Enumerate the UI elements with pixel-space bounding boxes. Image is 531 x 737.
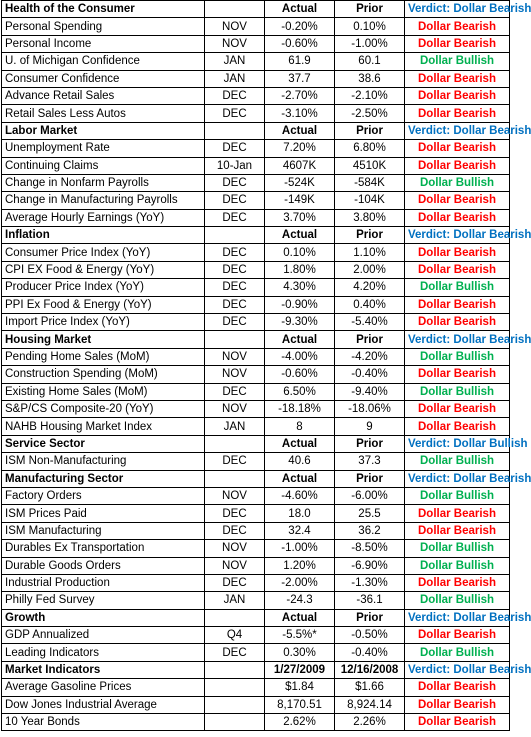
section-header-row	[2, 435, 510, 452]
indicator-period: DEC	[205, 261, 265, 278]
indicator-prior: -6.90%	[335, 557, 405, 574]
indicator-verdict: Dollar Bearish	[405, 696, 510, 713]
indicator-verdict: Dollar Bearish	[405, 418, 510, 435]
prior-column-header: Prior	[335, 470, 405, 487]
indicator-prior: -0.40%	[335, 366, 405, 383]
indicator-prior: 37.3	[335, 453, 405, 470]
actual-column-header: Actual	[265, 1, 335, 18]
indicator-period: NOV	[205, 400, 265, 417]
indicator-row	[2, 522, 510, 539]
indicator-name: Personal Spending	[2, 18, 205, 35]
actual-column-header: Actual	[265, 331, 335, 348]
actual-column-header: Actual	[265, 435, 335, 452]
indicator-name: NAHB Housing Market Index	[2, 418, 205, 435]
indicator-period: NOV	[205, 348, 265, 365]
actual-column-header: Actual	[265, 470, 335, 487]
indicator-period: JAN	[205, 70, 265, 87]
indicator-actual: 1.80%	[265, 261, 335, 278]
indicator-row	[2, 714, 510, 731]
section-header-row	[2, 609, 510, 626]
indicator-prior: -2.10%	[335, 87, 405, 104]
indicator-name: Change in Manufacturing Payrolls	[2, 192, 205, 209]
period-header	[205, 331, 265, 348]
indicator-row	[2, 557, 510, 574]
indicator-name: GDP Annualized	[2, 627, 205, 644]
indicator-prior: -5.40%	[335, 314, 405, 331]
indicator-row	[2, 592, 510, 609]
indicator-name: ISM Non-Manufacturing	[2, 453, 205, 470]
indicator-period: DEC	[205, 87, 265, 104]
indicator-row	[2, 140, 510, 157]
indicator-prior: 60.1	[335, 53, 405, 70]
indicator-row	[2, 314, 510, 331]
indicator-actual: -2.70%	[265, 87, 335, 104]
section-header-row	[2, 122, 510, 139]
indicator-actual: 61.9	[265, 53, 335, 70]
indicator-period: DEC	[205, 296, 265, 313]
indicator-verdict: Dollar Bullish	[405, 487, 510, 504]
indicator-prior: 8,924.14	[335, 696, 405, 713]
indicator-row	[2, 244, 510, 261]
indicator-actual: 6.50%	[265, 383, 335, 400]
indicator-row	[2, 261, 510, 278]
section-title: Market Indicators	[2, 661, 205, 678]
indicator-prior: -36.1	[335, 592, 405, 609]
indicator-period: JAN	[205, 53, 265, 70]
indicator-prior: 4510K	[335, 157, 405, 174]
section-header-row	[2, 470, 510, 487]
section-title: Inflation	[2, 227, 205, 244]
indicator-prior: -1.30%	[335, 574, 405, 591]
indicator-actual: -4.00%	[265, 348, 335, 365]
indicator-prior: -0.50%	[335, 627, 405, 644]
indicator-row	[2, 70, 510, 87]
indicator-period: DEC	[205, 244, 265, 261]
indicator-actual: -4.60%	[265, 487, 335, 504]
indicator-row	[2, 644, 510, 661]
indicator-prior: 1.10%	[335, 244, 405, 261]
indicator-verdict: Dollar Bearish	[405, 35, 510, 52]
indicator-period	[205, 696, 265, 713]
indicator-row	[2, 505, 510, 522]
indicator-verdict: Dollar Bullish	[405, 557, 510, 574]
indicator-actual: -149K	[265, 192, 335, 209]
prior-column-header: Prior	[335, 609, 405, 626]
economic-indicators-sheet	[1, 0, 531, 731]
indicator-prior: -1.00%	[335, 35, 405, 52]
period-header	[205, 227, 265, 244]
indicator-period: NOV	[205, 366, 265, 383]
indicator-name: Consumer Confidence	[2, 70, 205, 87]
prior-column-header: Prior	[335, 435, 405, 452]
indicator-prior: 38.6	[335, 70, 405, 87]
indicator-prior: -9.40%	[335, 383, 405, 400]
section-verdict: Verdict: Dollar Bearish	[405, 227, 510, 244]
indicator-actual: -9.30%	[265, 314, 335, 331]
indicator-verdict: Dollar Bullish	[405, 453, 510, 470]
indicator-verdict: Dollar Bearish	[405, 140, 510, 157]
indicator-row	[2, 18, 510, 35]
indicator-period: DEC	[205, 174, 265, 191]
indicator-row	[2, 540, 510, 557]
actual-column-header: Actual	[265, 609, 335, 626]
indicator-row	[2, 192, 510, 209]
indicator-row	[2, 487, 510, 504]
indicator-verdict: Dollar Bearish	[405, 209, 510, 226]
indicator-period: JAN	[205, 418, 265, 435]
indicator-prior: 36.2	[335, 522, 405, 539]
indicator-name: Retail Sales Less Autos	[2, 105, 205, 122]
indicator-period: NOV	[205, 35, 265, 52]
section-title: Housing Market	[2, 331, 205, 348]
section-title: Labor Market	[2, 122, 205, 139]
indicator-row	[2, 400, 510, 417]
section-verdict: Verdict: Dollar Bearish	[405, 331, 510, 348]
indicator-name: S&P/CS Composite-20 (YoY)	[2, 400, 205, 417]
indicator-actual: 40.6	[265, 453, 335, 470]
indicator-row	[2, 627, 510, 644]
indicator-actual: 8,170.51	[265, 696, 335, 713]
indicator-actual: -1.00%	[265, 540, 335, 557]
indicator-row	[2, 574, 510, 591]
indicator-period: DEC	[205, 505, 265, 522]
indicator-verdict: Dollar Bearish	[405, 400, 510, 417]
indicator-actual: 32.4	[265, 522, 335, 539]
indicator-prior: $1.66	[335, 679, 405, 696]
indicator-period	[205, 679, 265, 696]
actual-column-header: 1/27/2009	[265, 661, 335, 678]
section-header-row	[2, 227, 510, 244]
indicator-name: Producer Price Index (YoY)	[2, 279, 205, 296]
period-header	[205, 470, 265, 487]
indicator-period: DEC	[205, 574, 265, 591]
indicator-name: U. of Michigan Confidence	[2, 53, 205, 70]
indicator-prior: 0.40%	[335, 296, 405, 313]
indicator-period: NOV	[205, 18, 265, 35]
indicator-prior: -6.00%	[335, 487, 405, 504]
indicator-period: DEC	[205, 383, 265, 400]
indicator-name: CPI EX Food & Energy (YoY)	[2, 261, 205, 278]
indicator-verdict: Dollar Bullish	[405, 53, 510, 70]
indicator-prior: 25.5	[335, 505, 405, 522]
period-header	[205, 122, 265, 139]
indicator-actual: 18.0	[265, 505, 335, 522]
indicator-actual: 37.7	[265, 70, 335, 87]
indicator-prior: -0.40%	[335, 644, 405, 661]
indicator-name: 10 Year Bonds	[2, 714, 205, 731]
section-header-row	[2, 331, 510, 348]
section-verdict: Verdict: Dollar Bearish	[405, 470, 510, 487]
indicator-row	[2, 348, 510, 365]
indicator-verdict: Dollar Bearish	[405, 157, 510, 174]
indicator-name: Pending Home Sales (MoM)	[2, 348, 205, 365]
indicator-name: ISM Prices Paid	[2, 505, 205, 522]
indicator-verdict: Dollar Bullish	[405, 644, 510, 661]
period-header	[205, 1, 265, 18]
indicator-verdict: Dollar Bearish	[405, 87, 510, 104]
indicator-prior: -104K	[335, 192, 405, 209]
indicator-name: Unemployment Rate	[2, 140, 205, 157]
period-header	[205, 661, 265, 678]
indicator-period: DEC	[205, 192, 265, 209]
indicator-actual: -3.10%	[265, 105, 335, 122]
indicator-verdict: Dollar Bearish	[405, 574, 510, 591]
indicator-period: Q4	[205, 627, 265, 644]
prior-column-header: Prior	[335, 227, 405, 244]
indicator-name: Factory Orders	[2, 487, 205, 504]
section-title: Service Sector	[2, 435, 205, 452]
period-header	[205, 435, 265, 452]
indicator-name: Dow Jones Industrial Average	[2, 696, 205, 713]
indicator-verdict: Dollar Bearish	[405, 627, 510, 644]
indicator-prior: 6.80%	[335, 140, 405, 157]
indicator-verdict: Dollar Bearish	[405, 18, 510, 35]
indicator-verdict: Dollar Bearish	[405, 192, 510, 209]
indicator-verdict: Dollar Bearish	[405, 314, 510, 331]
section-verdict: Verdict: Dollar Bearish	[405, 122, 510, 139]
indicator-prior: 3.80%	[335, 209, 405, 226]
indicator-period: DEC	[205, 279, 265, 296]
indicator-prior: -584K	[335, 174, 405, 191]
indicator-actual: 3.70%	[265, 209, 335, 226]
prior-column-header: 12/16/2008	[335, 661, 405, 678]
section-verdict: Verdict: Dollar Bullish	[405, 435, 510, 452]
indicator-row	[2, 366, 510, 383]
indicator-verdict: Dollar Bearish	[405, 261, 510, 278]
section-header-row	[2, 1, 510, 18]
section-verdict: Verdict: Dollar Bearish	[405, 609, 510, 626]
indicator-row	[2, 383, 510, 400]
indicator-period: DEC	[205, 105, 265, 122]
indicator-actual: 7.20%	[265, 140, 335, 157]
indicator-name: Durables Ex Transportation	[2, 540, 205, 557]
indicator-actual: -524K	[265, 174, 335, 191]
indicator-name: PPI Ex Food & Energy (YoY)	[2, 296, 205, 313]
indicator-period	[205, 714, 265, 731]
indicator-actual: 2.62%	[265, 714, 335, 731]
prior-column-header: Prior	[335, 331, 405, 348]
indicators-table	[1, 0, 531, 731]
indicator-actual: -5.5%*	[265, 627, 335, 644]
indicator-actual: -24.3	[265, 592, 335, 609]
indicator-name: Average Gasoline Prices	[2, 679, 205, 696]
indicator-actual: 4607K	[265, 157, 335, 174]
indicator-prior: 2.26%	[335, 714, 405, 731]
indicator-name: Import Price Index (YoY)	[2, 314, 205, 331]
indicator-verdict: Dollar Bearish	[405, 714, 510, 731]
indicator-verdict: Dollar Bullish	[405, 348, 510, 365]
indicator-verdict: Dollar Bearish	[405, 105, 510, 122]
indicator-verdict: Dollar Bearish	[405, 679, 510, 696]
section-title: Health of the Consumer	[2, 1, 205, 18]
indicator-period: DEC	[205, 314, 265, 331]
indicator-row	[2, 453, 510, 470]
indicator-period: NOV	[205, 557, 265, 574]
indicator-period: DEC	[205, 522, 265, 539]
indicator-name: Advance Retail Sales	[2, 87, 205, 104]
indicator-actual: -0.20%	[265, 18, 335, 35]
indicator-verdict: Dollar Bullish	[405, 383, 510, 400]
indicator-name: Existing Home Sales (MoM)	[2, 383, 205, 400]
indicator-name: Consumer Price Index (YoY)	[2, 244, 205, 261]
indicator-prior: 0.10%	[335, 18, 405, 35]
indicator-row	[2, 679, 510, 696]
indicator-name: Construction Spending (MoM)	[2, 366, 205, 383]
indicator-name: Change in Nonfarm Payrolls	[2, 174, 205, 191]
indicator-period: 10-Jan	[205, 157, 265, 174]
indicator-row	[2, 53, 510, 70]
indicator-verdict: Dollar Bearish	[405, 244, 510, 261]
indicator-name: Continuing Claims	[2, 157, 205, 174]
indicator-row	[2, 296, 510, 313]
indicator-name: Durable Goods Orders	[2, 557, 205, 574]
indicator-name: Leading Indicators	[2, 644, 205, 661]
actual-column-header: Actual	[265, 122, 335, 139]
indicator-row	[2, 209, 510, 226]
indicators-table-body	[2, 1, 531, 731]
indicator-actual: 1.20%	[265, 557, 335, 574]
indicator-actual: 0.10%	[265, 244, 335, 261]
indicator-prior: 9	[335, 418, 405, 435]
indicator-period: NOV	[205, 487, 265, 504]
indicator-row	[2, 105, 510, 122]
indicator-actual: 8	[265, 418, 335, 435]
prior-column-header: Prior	[335, 1, 405, 18]
indicator-prior: 4.20%	[335, 279, 405, 296]
indicator-verdict: Dollar Bearish	[405, 366, 510, 383]
indicator-period: DEC	[205, 644, 265, 661]
indicator-actual: 0.30%	[265, 644, 335, 661]
section-verdict: Verdict: Dollar Bearish	[405, 661, 510, 678]
indicator-prior: -18.06%	[335, 400, 405, 417]
indicator-verdict: Dollar Bullish	[405, 279, 510, 296]
indicator-name: Personal Income	[2, 35, 205, 52]
indicator-row	[2, 35, 510, 52]
actual-column-header: Actual	[265, 227, 335, 244]
period-header	[205, 609, 265, 626]
indicator-verdict: Dollar Bearish	[405, 505, 510, 522]
indicator-name: Industrial Production	[2, 574, 205, 591]
indicator-verdict: Dollar Bullish	[405, 540, 510, 557]
indicator-row	[2, 174, 510, 191]
indicator-actual: -18.18%	[265, 400, 335, 417]
indicator-name: ISM Manufacturing	[2, 522, 205, 539]
indicator-prior: -2.50%	[335, 105, 405, 122]
indicator-period: DEC	[205, 140, 265, 157]
indicator-period: JAN	[205, 592, 265, 609]
section-title: Growth	[2, 609, 205, 626]
indicator-actual: -0.90%	[265, 296, 335, 313]
indicator-row	[2, 279, 510, 296]
indicator-period: NOV	[205, 540, 265, 557]
indicator-verdict: Dollar Bullish	[405, 174, 510, 191]
section-verdict: Verdict: Dollar Bearish	[405, 1, 510, 18]
indicator-actual: -0.60%	[265, 35, 335, 52]
indicator-prior: -8.50%	[335, 540, 405, 557]
prior-column-header: Prior	[335, 122, 405, 139]
indicator-row	[2, 157, 510, 174]
indicator-actual: $1.84	[265, 679, 335, 696]
indicator-name: Philly Fed Survey	[2, 592, 205, 609]
indicator-verdict: Dollar Bearish	[405, 296, 510, 313]
indicator-row	[2, 418, 510, 435]
indicator-actual: -0.60%	[265, 366, 335, 383]
section-header-row	[2, 661, 510, 678]
indicator-period: DEC	[205, 453, 265, 470]
indicator-period: DEC	[205, 209, 265, 226]
indicator-row	[2, 696, 510, 713]
indicator-actual: -2.00%	[265, 574, 335, 591]
indicator-verdict: Dollar Bullish	[405, 592, 510, 609]
indicator-verdict: Dollar Bearish	[405, 522, 510, 539]
indicator-row	[2, 87, 510, 104]
indicator-verdict: Dollar Bearish	[405, 70, 510, 87]
indicator-actual: 4.30%	[265, 279, 335, 296]
section-title: Manufacturing Sector	[2, 470, 205, 487]
indicator-prior: 2.00%	[335, 261, 405, 278]
indicator-name: Average Hourly Earnings (YoY)	[2, 209, 205, 226]
indicator-prior: -4.20%	[335, 348, 405, 365]
